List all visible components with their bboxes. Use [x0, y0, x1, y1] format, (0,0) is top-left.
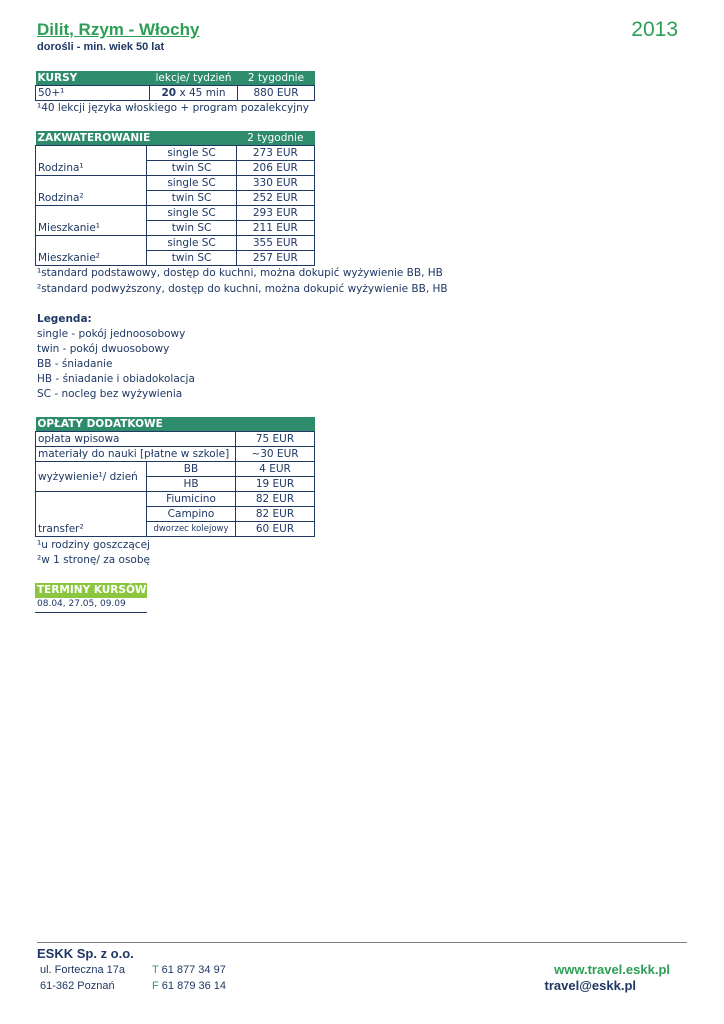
terms-header: TERMINY KURSÓW [37, 584, 147, 596]
footer-fax-prefix: F [152, 980, 159, 992]
accommodation-price: 252 EUR [236, 191, 314, 206]
footer-street: ul. Forteczna 17a [40, 964, 125, 976]
footer-company: ESKK Sp. z o.o. [37, 946, 134, 961]
accommodation-price: 211 EUR [236, 221, 314, 236]
legend-item: single - pokój jednoosobowy [37, 328, 186, 340]
footer-phone-number: 61 877 34 97 [158, 964, 226, 976]
fee-price: 4 EUR [236, 462, 315, 477]
fee-option: HB [147, 477, 236, 492]
course-name: 50+¹ [36, 86, 150, 101]
accommodation-note-1: ¹standard podstawowy, dostęp do kuchni, można dokupić wyżywienie BB, HB [37, 267, 443, 279]
fee-option: BB [147, 462, 236, 477]
footer-website-link[interactable]: www.travel.eskk.pl [554, 962, 670, 977]
courses-header-duration: 2 tygodnie [238, 71, 315, 86]
footer-fax-number: 61 879 36 14 [158, 980, 227, 992]
accommodation-price: 330 EUR [236, 176, 314, 191]
fee-label: opłata wpisowa [36, 432, 236, 447]
page-title: Dilit, Rzym - Włochy [37, 20, 200, 39]
accommodation-room-type: single SC [147, 236, 236, 251]
accommodation-header-duration: 2 tygodnie [236, 131, 314, 146]
legend-item: HB - śniadanie i obiadokolacja [37, 373, 195, 385]
course-lessons-count: 20 [161, 87, 177, 99]
courses-header-lessons: lekcje/ tydzień [150, 71, 238, 86]
fee-label: materiały do nauki [płatne w szkole] [36, 447, 236, 462]
accommodation-room-type: twin SC [147, 161, 236, 176]
accommodation-room-type: twin SC [147, 221, 236, 236]
footer-fax [152, 980, 226, 992]
course-lessons [150, 86, 238, 101]
course-price: 880 EUR [238, 86, 315, 101]
fee-price: ~30 EUR [236, 447, 315, 462]
year-label: 2013 [631, 18, 678, 41]
accommodation-group-label: Rodzina¹ [36, 146, 147, 176]
accommodation-price: 257 EUR [236, 251, 314, 266]
footer-phone [152, 964, 226, 976]
fee-price: 60 EUR [236, 522, 315, 537]
fee-label: transfer² [36, 492, 147, 537]
terms-divider [35, 612, 147, 613]
page-subtitle: dorośli - min. wiek 50 lat [37, 41, 165, 53]
accommodation-room-type: twin SC [147, 251, 236, 266]
fee-option: Fiumicino [147, 492, 236, 507]
accommodation-price: 206 EUR [236, 161, 314, 176]
footer-phone-prefix: T [152, 964, 159, 976]
fee-option: dworzec kolejowy [147, 522, 236, 537]
fee-price: 82 EUR [236, 492, 315, 507]
legend-item: SC - nocleg bez wyżywienia [37, 388, 183, 400]
fee-label: wyżywienie¹/ dzień [36, 462, 147, 492]
fees-table [35, 417, 315, 537]
accommodation-room-type: single SC [147, 146, 236, 161]
fee-price: 82 EUR [236, 507, 315, 522]
fees-note-2: ²w 1 stronę/ za osobę [37, 554, 150, 566]
fees-header: OPŁATY DODATKOWE [36, 417, 315, 432]
accommodation-header-label: ZAKWATEROWANIE [36, 131, 237, 146]
fees-note-1: ¹u rodziny goszczącej [37, 539, 150, 551]
accommodation-room-type: single SC [147, 206, 236, 221]
footer-divider [37, 942, 687, 943]
accommodation-table [35, 131, 315, 266]
fee-price: 19 EUR [236, 477, 315, 492]
legend-title: Legenda: [37, 313, 92, 325]
accommodation-room-type: single SC [147, 176, 236, 191]
courses-note: ¹40 lekcji języka włoskiego + program pozalekcyjny [37, 102, 309, 114]
accommodation-note-2: ²standard podwyższony, dostęp do kuchni, można dokupić wyżywienie BB, HB [37, 283, 448, 295]
accommodation-price: 293 EUR [236, 206, 314, 221]
fee-price: 75 EUR [236, 432, 315, 447]
legend-item: twin - pokój dwuosobowy [37, 343, 170, 355]
accommodation-group-label: Mieszkanie¹ [36, 206, 147, 236]
accommodation-group-label: Rodzina² [36, 176, 147, 206]
terms-dates: 08.04, 27.05, 09.09 [37, 599, 126, 609]
legend-item: BB - śniadanie [37, 358, 113, 370]
course-lessons-length: x 45 min [176, 87, 226, 99]
footer-email-link[interactable]: travel@eskk.pl [544, 978, 636, 993]
accommodation-price: 355 EUR [236, 236, 314, 251]
fee-option: Campino [147, 507, 236, 522]
courses-header-label: KURSY [36, 71, 150, 86]
courses-table [35, 71, 315, 101]
accommodation-price: 273 EUR [236, 146, 314, 161]
accommodation-room-type: twin SC [147, 191, 236, 206]
footer-city: 61-362 Poznań [40, 980, 115, 992]
accommodation-group-label: Mieszkanie² [36, 236, 147, 266]
